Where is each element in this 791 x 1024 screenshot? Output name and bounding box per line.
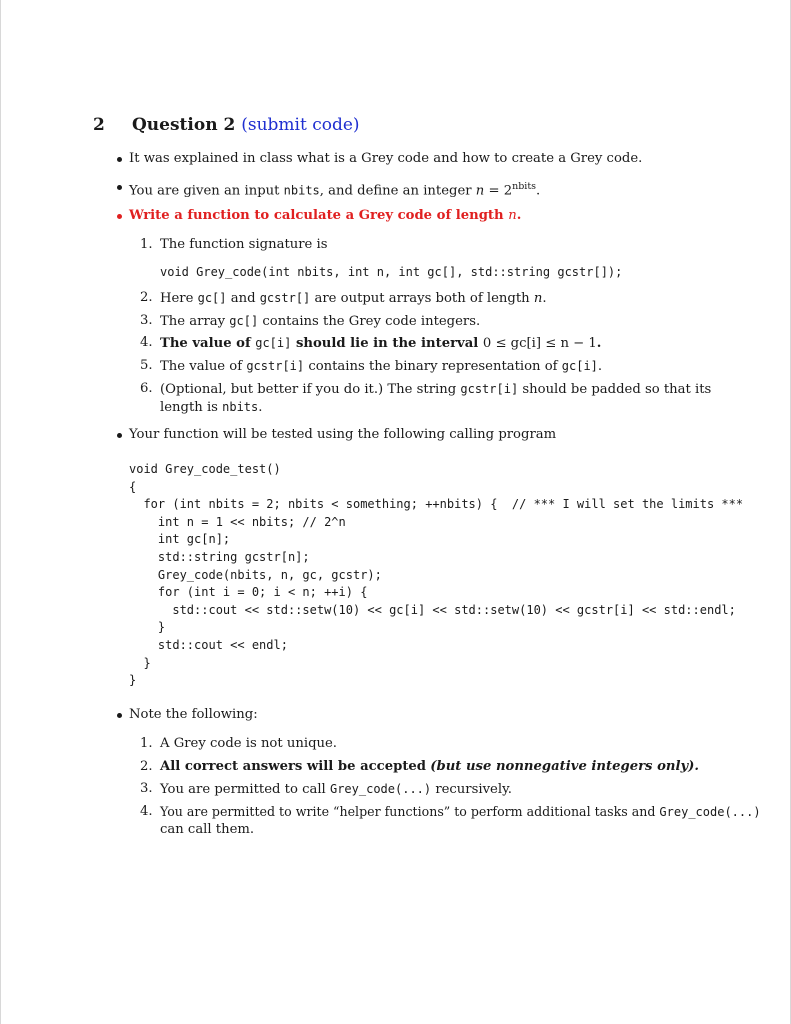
item-number: 2. <box>140 290 153 305</box>
text: . <box>258 400 263 415</box>
text-bold: All correct answers will be accepted <box>160 759 427 774</box>
text: length is <box>160 400 223 415</box>
item-number: 6. <box>140 381 153 396</box>
text: Here <box>160 291 198 306</box>
section-title <box>132 115 360 135</box>
bullet-note <box>129 706 258 724</box>
text: should be padded so that its <box>518 382 712 397</box>
bullet-input-nbits <box>129 178 540 200</box>
item-number: 2. <box>140 759 153 774</box>
bullet-dot <box>117 157 122 162</box>
item-number: 3. <box>140 313 153 328</box>
list2-item-3 <box>140 780 512 799</box>
code-gcstr: gcstr[] <box>259 291 311 305</box>
item-text: The function signature is <box>160 237 328 252</box>
list1-item-2 <box>140 289 547 308</box>
list1-item-6-continuation <box>160 398 262 417</box>
bullet-text: Your function will be tested using the following calling program <box>129 427 557 442</box>
list1-item-1 <box>140 236 328 254</box>
text: can call them. <box>160 822 255 837</box>
text: should lie in the interval <box>291 336 483 351</box>
list2-item-1 <box>140 735 338 753</box>
code-gc-i: gc[i] <box>255 336 292 350</box>
text: You are given an input <box>129 183 284 199</box>
text: (Optional, but better if you do it.) The string <box>160 382 461 397</box>
text: The array <box>160 314 230 329</box>
text: . <box>542 291 547 306</box>
text: . <box>516 208 522 223</box>
section-title-text: Question 2 <box>132 115 236 135</box>
section-number: 2 <box>93 115 105 135</box>
list2-item-2 <box>140 758 699 776</box>
item-number: 4. <box>140 804 153 819</box>
text: Write a function to calculate a Grey code of length <box>129 208 509 223</box>
text: , and define an integer <box>319 183 476 199</box>
bullet-test-program <box>129 426 556 444</box>
code-grey-code-call: Grey_code(...) <box>659 805 761 819</box>
bullet-grey-code-intro <box>129 150 642 168</box>
item-number: 3. <box>140 781 153 796</box>
list1-item-5 <box>140 357 603 376</box>
text: The value of <box>160 359 247 374</box>
function-signature: void Grey_code(int nbits, int n, int gc[], std::string gcstr[]); <box>160 265 623 279</box>
code-gcstr-i: gcstr[i] <box>460 382 519 396</box>
text: recursively. <box>431 782 512 797</box>
text: contains the binary representation of <box>304 359 562 374</box>
list1-item-4 <box>140 334 602 353</box>
text: contains the Grey code integers. <box>258 314 481 329</box>
text: are output arrays both of length <box>310 291 534 306</box>
item-text: A Grey code is not unique. <box>160 736 338 751</box>
submit-code-tag: (submit code) <box>241 115 360 135</box>
text: . <box>536 183 541 199</box>
math-eq: = 2 <box>484 183 513 199</box>
bullet-dot <box>117 713 122 718</box>
item-number: 5. <box>140 358 153 373</box>
list1-item-6 <box>140 380 712 399</box>
text: You are permitted to write “helper functions” to perform additional tasks and <box>160 804 660 819</box>
list2-item-4 <box>140 803 761 821</box>
text: The value of <box>160 336 256 351</box>
text: You are permitted to call <box>160 782 330 797</box>
code-gcstr-i: gcstr[i] <box>246 359 305 373</box>
math-n: n <box>508 208 517 223</box>
test-program-code: void Grey_code_test() { for (int nbits = 2; nbits < something; ++nbits) { // *** I will set the limits *** int n = 1 << nbits; // 2^n int gc[n]; std::string gcstr[n]; Grey_code(nbits, n, gc, gcstr); for (int i = 0; i < n; ++i) { std::cout << std::setw(10) << gc[i] << std::setw(10) << gcstr[i] << std::endl; } std::cout << endl; } } <box>129 462 744 688</box>
text: and <box>226 291 260 306</box>
code-gc-i: gc[i] <box>561 359 598 373</box>
item-number: 4. <box>140 335 153 350</box>
bullet-write-function <box>129 207 521 225</box>
code-gc: gc[] <box>229 314 259 328</box>
item-number: 1. <box>140 237 153 252</box>
code-nbits: nbits <box>283 183 320 198</box>
list2-item-4-continuation <box>160 821 254 839</box>
math-n: n <box>475 183 485 199</box>
list1-item-3 <box>140 312 481 331</box>
bullet-dot <box>117 433 122 438</box>
bullet-dot <box>117 185 122 190</box>
code-grey-code-call: Grey_code(...) <box>329 782 432 796</box>
code-gc: gc[] <box>197 291 227 305</box>
item-number: 1. <box>140 736 153 751</box>
text: . <box>597 359 603 374</box>
math-sup-nbits: nbits <box>512 181 537 192</box>
bullet-text: Note the following: <box>129 707 258 722</box>
bullet-text: It was explained in class what is a Grey code and how to create a Grey code. <box>129 151 643 166</box>
code-nbits: nbits <box>222 400 259 414</box>
text-bold-italic: (but use nonnegative integers only). <box>430 759 699 774</box>
bullet-dot <box>117 214 122 219</box>
text: . <box>596 336 602 351</box>
math-n: n <box>533 291 543 306</box>
math-interval: 0 ≤ gc[i] ≤ n − 1 <box>482 336 597 351</box>
